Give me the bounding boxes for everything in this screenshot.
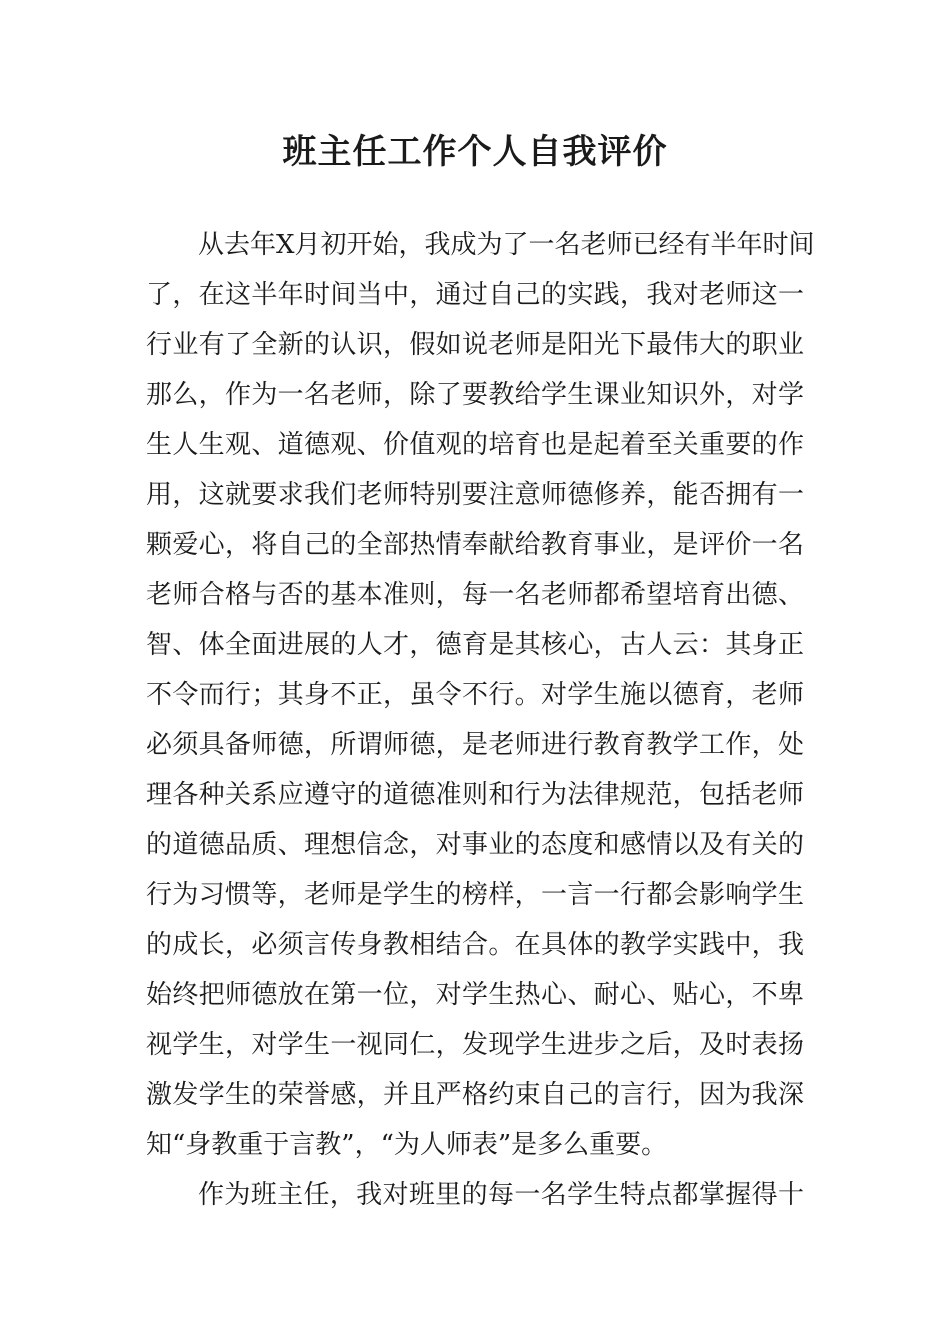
paragraph-1-line-10: 不令而行；其身不正，虽令不行。对学生施以德育，老师 xyxy=(146,680,804,710)
paragraph-1-line-1: 从去年X月初开始，我成为了一名老师已经有半年时间 xyxy=(198,230,815,260)
paragraph-2-line-1: 作为班主任，我对班里的每一名学生特点都掌握得十 xyxy=(198,1180,804,1210)
paragraph-1-line-15: 的成长，必须言传身教相结合。在具体的教学实践中，我 xyxy=(146,930,804,960)
paragraph-1-line-16: 始终把师德放在第一位，对学生热心、耐心、贴心，不卑 xyxy=(146,980,804,1010)
paragraph-1-line-8: 老师合格与否的基本准则，每一名老师都希望培育出德、 xyxy=(146,580,804,610)
paragraph-1-line-3: 行业有了全新的认识，假如说老师是阳光下最伟大的职业 xyxy=(146,330,804,360)
paragraph-1-line-13: 的道德品质、理想信念，对事业的态度和感情以及有关的 xyxy=(146,830,804,860)
paragraph-1-line-12: 理各种关系应遵守的道德准则和行为法律规范，包括老师 xyxy=(146,780,804,810)
paragraph-1-line-19: 知“身教重于言教”，“为人师表”是多么重要。 xyxy=(146,1130,668,1160)
paragraph-1-line-4: 那么，作为一名老师，除了要教给学生课业知识外，对学 xyxy=(146,380,804,410)
paragraph-1-line-11: 必须具备师德，所谓师德，是老师进行教育教学工作，处 xyxy=(146,730,804,760)
paragraph-1-line-7: 颗爱心，将自己的全部热情奉献给教育事业，是评价一名 xyxy=(146,530,804,560)
paragraph-1-line-2: 了，在这半年时间当中，通过自己的实践，我对老师这一 xyxy=(146,280,804,310)
paragraph-1-line-5: 生人生观、道德观、价值观的培育也是起着至关重要的作 xyxy=(146,430,804,460)
document-title: 班主任工作个人自我评价 xyxy=(282,132,668,172)
paragraph-1-line-17: 视学生，对学生一视同仁，发现学生进步之后，及时表扬 xyxy=(146,1030,804,1060)
paragraph-1-line-9: 智、体全面进展的人才，德育是其核心，古人云：其身正 xyxy=(146,630,804,660)
paragraph-1-line-14: 行为习惯等，老师是学生的榜样，一言一行都会影响学生 xyxy=(146,880,804,910)
paragraph-1-line-18: 激发学生的荣誉感，并且严格约束自己的言行，因为我深 xyxy=(146,1080,804,1110)
paragraph-1-line-6: 用，这就要求我们老师特别要注意师德修养，能否拥有一 xyxy=(146,480,804,510)
